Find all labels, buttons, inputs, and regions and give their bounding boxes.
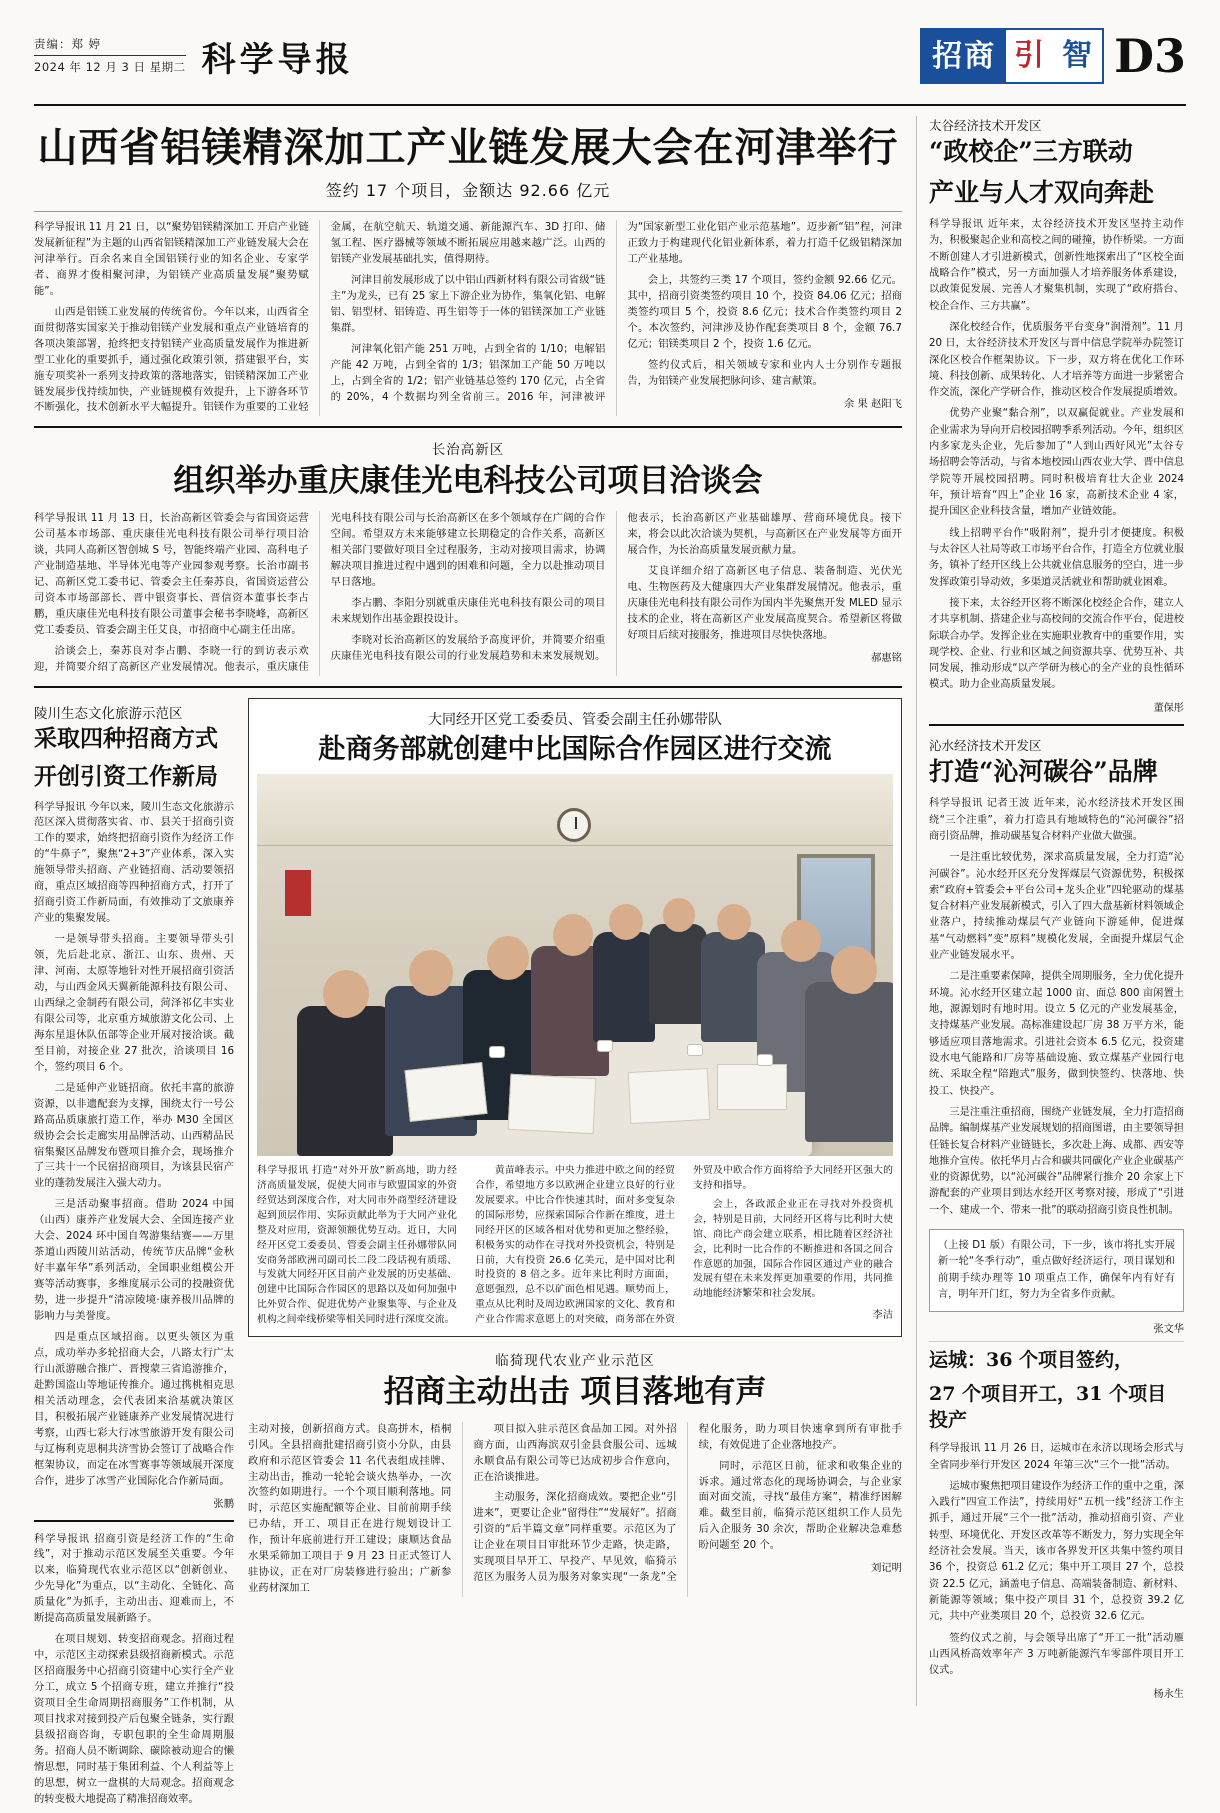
document	[404, 1063, 487, 1123]
right-story-qinshui	[929, 736, 1184, 1219]
paragraph: 二是注重要素保障，提供全周期服务，全力优化提升环境。沁水经开区建立起 1000 亩、面总 800 亩闲置土地，源源划时有地时用。设立 5 亿元的产业发展基金，支持煤基产业发展。高标准建设起厂房 38 万平方米，能够适应项目落地需求。引进社会资本 6.5 亿元，投资建设水电气能路和厂房等基础设施、致立煤基产业园行电统、采取全程“陪跑式”服务，做到快签约、快落地、快投工、快投产。	[929, 971, 1184, 1097]
continuation-notice	[929, 1229, 1184, 1312]
paragraph: 接下来，太谷经开区将不断深化校经企合作，建立人才共享机制、搭建企业与高校间的交流合作平台，促进校际联合办学。发挥企业在实施职业教育中的重要作用，实现学校、企业、行业和区域之间资源共享、优势互补、共同发展，推动形成“以产学研为核心的全产业的良性循环模式。助力企业高质量发展。	[929, 597, 1184, 691]
paragraph: 优势产业聚“黏合剂”，以双赢促就业。产业发展和企业需求为导向开启校园招聘季系列活动。今年，组织区内多家龙头企业，先后参加了“人到山西好风光”太谷专场招聘会等活动，与省本地校园山西农业大学、晋中信息学院等开展校园招聘。同时积极培育壮大企业 2024 年，预计培育“四上”企业 16 家，高新技术企业 4 家，提升国区企业科技含量，增加产业链效能。	[929, 408, 1184, 518]
story-title-line2: 开创引资工作新局	[34, 762, 218, 790]
bottom-story	[248, 1349, 902, 1597]
paragraph: 艾良详细介绍了高新区电子信息、装备制造、光伏光电、生物医药及大健康四大产业集群发展情况。他表示，重庆康佳光电科技有限公司作为国内半先聚焦开发 MLED 显示技术的企业，将在高新区产业发展高度契合。希望新区将做好项目后续对接服务，推进项目尽快快落地。	[627, 565, 902, 641]
paragraph: 河津目前发展形成了以中铝山西新材料有限公司省级“链主”为龙头，已有 25 家上下游企业为协作，集氧化铝、电解铝、铝型材、铝铸造、再生铝等于一体的铝镁深加工产业链集群。	[330, 273, 606, 334]
paragraph: 二是延伸产业链招商。依托丰富的旅游资源，以非遗配套为支撑，围绕太行一号公路高品质康旅打造工作，举办 M30 全国区级协会会长走廊实用品牌活动、山西精品民宿集聚区品牌发布暨项目推介会，现场推介了三共十一个民宿招商项目，为该县民宿产业的蓬勃发展注入强大动力。	[34, 1081, 234, 1190]
byline: 余 果 赵阳飞	[843, 397, 902, 410]
paragraph: 李晓对长治高新区的发展给予高度评价，并简要介绍重庆康佳光电科技有限公司的行业发展趋势和未来发展规划。他表示，长治高新区产业基础雄厚、营商环境优良。接下来，将会以此次洽谈为契机，与高新区在产业发展等方面开展合作，为长治高质量发展贡献力量。	[330, 512, 902, 662]
byline: 董保彤	[1153, 702, 1184, 714]
paragraph: 签约仪式之前，与会领导出席了“开工一批”活动雁山西风桥高效率年产 3 万吨新能源汽车零部件项目开工仪式。	[929, 1632, 1184, 1677]
document	[628, 1068, 711, 1124]
story-title-line2: 27 个项目开工，31 个项目投产	[929, 1382, 1167, 1431]
notice-text: （上接 D1 版）有限公司，下一步，该市将扎实开展新一轮“冬季行动”，重点做好经济运行，项目谋划和前期手续办理等 10 项重点工作，确保年内有好有言，明年开门红，努力为全省多作贡献。	[938, 1240, 1175, 1300]
paragraph: 科学导报讯 今年以来，陵川生态文化旅游示范区深入贯彻落实省、市、县关于招商引资工作的要求，始终把招商引资作为经济工作的“牛鼻子”，聚焦“2+3”产业体系，深入实施领导带头招商、产业链招商、活动要领招商，重点区域招商等四种招商方式，打开了招商引资工作新局面，有效推动了文旅康养产业的集聚发展。	[34, 800, 234, 925]
byline: 刘记明	[871, 1562, 902, 1575]
story-changzhi	[34, 438, 902, 675]
lead-story	[34, 124, 902, 416]
story-body	[34, 511, 902, 676]
divider	[929, 724, 1184, 726]
story-kicker: 太谷经济技术开发区	[929, 118, 1042, 133]
story-title: 打造“沁河碳谷”品牌	[929, 756, 1158, 786]
section-banner	[920, 28, 1104, 84]
paragraph: 科学导报讯 近年来，太谷经济技术开发区坚持主动作为，积极聚起企业和高校之间的碰撞，协作桥梁。一方面不断创建人才引进新模式，创新性地探索出了“区校全面战略合作”模式，另一方面加强人才培养服务体系建设，以政策促发展、完善人才聚集机制，实现了“政府搭台、校企合作、三方共赢”。	[929, 219, 1184, 312]
story-title-line2: 产业与人才双向奔赴	[929, 177, 1155, 207]
tea-cup	[687, 1044, 703, 1056]
lead-body	[34, 220, 902, 416]
paragraph: 主动对接，创新招商方式。良高拼木，梧桐引风。全县招商批建招商引资小分队，由县政府和示范区管委会 11 名代表组成挂牌、主动出击，推动一轮轮会谈火热举办，一次次签约如期进行。一个个项目顺利落地。同时，示范区实施配额等企业、目前前期手续已办结，开工、项目正在进行规划设计工作，预计年底前进行开工建设；康顺达食品水果采筛加工项目于 9 月 23 日正式签订人驻协议，正在对厂房装修进行验出；广新参业药材深加工	[248, 1422, 452, 1595]
meeting-photo	[257, 774, 893, 1156]
paragraph: 项目拟入驻示范区食品加工园。对外招商方面，山西海滨双引金县食服公司、远城永顺食品有限公司等已达成初步合作意向，正在洽谈推进。	[473, 1422, 677, 1483]
story-body	[248, 1422, 902, 1597]
paragraph: 签约仪式后，相关领域专家和业内人士分别作专题报告，为铝镁产业发展把脉问诊、建言献策。	[627, 358, 902, 387]
byline: 李洁	[872, 1309, 893, 1322]
paragraph: 主动服务，深化招商成效。要把企业“引进来”，更要让企业“留得住”“发展好”。招商引资的“后半篇文章”同样重要。示范区为了让企业在项目目审批环节少走路，快走路，实现项目早开工、早投产、早见效，临猗示范区为服务人员为服务对象实现“一条龙”全程化服务，助力项目快速拿到所有审批手续，有效促进了企业落地投产。	[473, 1422, 902, 1584]
attendee	[649, 924, 707, 1024]
lead-headline: 山西省铝镁精深加工产业链发展大会在河津举行	[37, 124, 899, 171]
masthead-left	[34, 26, 354, 81]
flag-icon	[285, 870, 311, 916]
paragraph: 在项目规划、转变招商观念。招商过程中，示范区主动探索县级招商新模式。示范区招商服务中心招商引资建中心实行全产业分工，成立 5 个招商专班，建立并推行“投资项目全生命周期招商服务”工作机制，从项目找求对接到投产后包聚全链条，实行跟县级招商咨询，专职包职的全生命周期服务。招商人员不断调除、碳除被动迎合的懒惰思想，同时基于集团利益、个人利益等上的思想，树立一盘棋的大局观念。招商观念的转变极大地提高了精准招商效率。	[34, 1633, 234, 1805]
left-zone	[34, 116, 902, 1805]
editor-line: 责编：郑 婷	[34, 36, 186, 56]
story-kicker: 临猗现代农业产业示范区	[495, 1352, 655, 1369]
attendee	[593, 932, 655, 1042]
paragraph: 同时，示范区日前，征求和收集企业的诉求。通过常态化的现场协调会，与企业家面对面交流，寻找“最佳方案”，精准纾困解难。截至目前，临猗示范区组织工作人员先后入企服务 30 余次，帮助企业解决急难愁盼问题至 20 个。	[698, 1459, 902, 1552]
attendee	[297, 1006, 393, 1156]
paragraph: 科学导报讯 11 月 26 日，运城市在永济以现场会形式与全省同步举行开发区 2024 年第三次“三个一批”活动。	[929, 1443, 1184, 1471]
paragraph: 三是注重注重招商，围绕产业链发展，全力打造招商品牌。编制煤基产业发展规划的招商图谱，由主要领导担任链长复合材料产业链链长，多次赴上海、成都、西安等地推介宣传。依托华月占合和碳共同碳化产业企业碳基产业的资源优势，以“沁河碳谷”品牌紧行推介 20 余家上下游配套的产业项目到达水经开区考察对接，形成了“引进一个、建成一个、带来一批”的联动招商引资良性机制。	[929, 1106, 1184, 1216]
right-column	[916, 116, 1184, 1706]
page-content	[34, 116, 1186, 1805]
paragraph: 山西是铝镁工业发展的传统省份。今年以来，山西省全面贯彻落实国家关于推动铝镁产业发展和重点产业链培育的各项决策部署，抢终把支持铝镁产业高质量发展作为推进新型工业化的重要抓手，通过强化政策引领，搭建银平台，实施专项奖补一系列支持政策的落地落实，铝镁精深加工产业链发展步伐持续加快，产业链规模有效提升，上下游各环节不断强化，技术创新水平大幅提升。铝镁作为重要的工业轻金属，在航空航天、轨道交通、新能源汽车、3D 打印、储氢工程、医疗器械等领域不断拓展应用越来越广泛。山西的铝镁产业发展基础扎实，值得期待。	[34, 221, 606, 414]
middle-row	[34, 698, 902, 1813]
byline: 张鹏	[213, 1497, 234, 1510]
paragraph: 科学导报讯 11 月 21 日，以“聚势铝镁精深加工 开启产业链发展新征程”为主题的山西省铝镁精深加工产业链发展大会在河津举行。百余名来自全国铝镁行业的知名企业、专家学者、商界才俊相聚河津，为铝镁产业高质量发展“聚势赋能”。	[34, 221, 309, 297]
tea-cup	[597, 1040, 613, 1052]
photo-story	[248, 698, 902, 1337]
paragraph: 四是重点区域招商。以更头领区为重点，成功举办多轮招商大会，八路太行广太行山派游融合推广、晋搜蒙三省追游推介，赴黔国盗山等地证传推介。通过携桃相克思相关活动理念，会代表团来洽基就决策区目，积极拓展产业链康养产业发展情况进行考察，山西七彩大行冰雪旅游开发有限公司与辽梅利克思桐共济雪协会签订了战略合作框架协议，而定在冰雪赛事等领域展开深度合作，进步了冰雪产业国际化合作新局面。	[34, 1331, 234, 1487]
paragraph: 河津氧化铝产能 251 万吨，占到全省的 1/10；电解铝产能 42 万吨，占到全省的 1/3；铝深加工产能 50 万吨以上，占到全省的 1/2；铝产业链基总签约 170 亿元，占全省的 20%，4 个数据均列全省前三。2016 年，河津被评为“国家新型工业化铝产业示范基地”。迈步新“铝”程，河津正致力于构建现代化铝业新体系，着力打造千亿级铝精深加工产业基地。	[330, 221, 902, 403]
paragraph: 一是注重比较优势，深求高质量发展，全力打造“沁河碳谷”。沁水经开区充分发挥煤层气资源优势，积极探索“政府+管委会+平台公司+龙头企业”四轮驱动的煤基复合材料产业发展新模式，引入了四大盘基新材料领域企业落户，持续推动煤层气产业链向下游延伸，促进煤基“气动燃料”变“原料”规模化发展，全面提升煤层气企业产业链发展水平。	[929, 852, 1184, 962]
document	[717, 1064, 787, 1110]
story-title-line1: “政校企”三方联动	[929, 137, 1133, 166]
story-title-line1: 采取四种招商方式	[34, 724, 218, 752]
photo-title: 赴商务部就创建中比国际合作园区进行交流	[318, 733, 832, 765]
paragraph: 一是领导带头招商。主要领导带头引领，先后赴北京、浙江、山东、贵州、天津、河南、太原等地针对性开展招商引资活动，与山西金风天翼新能源科技有限公司、山西绿之金制药有限公司，菏泽祁亿丰实业有限公司等，北京重方城旅游文化公司、上海东星退休队伍部等企业开展对接洽谈。截至目前，对接企业 27 批次，洽谈项目 16 个，签约项目 6 个。	[34, 933, 234, 1073]
paragraph: 李占鹏、李阳分别就重庆康佳光电科技有限公司的项目未来规划作出基金跟投设计。	[330, 596, 606, 625]
divider	[929, 1341, 1184, 1342]
story-kicker: 沁水经济技术开发区	[929, 737, 1042, 753]
document	[508, 1074, 597, 1134]
byline: 郝惠铭	[871, 651, 902, 664]
paper-logo: 科学导报	[201, 40, 354, 80]
left-narrow-column	[34, 698, 234, 1813]
photo-kicker: 大同经开区党工委委员、管委会副主任孙娜带队	[428, 711, 722, 728]
page-number: D3	[1114, 29, 1186, 83]
banner-word-yin: 引	[1014, 38, 1045, 73]
story-kicker: 长治高新区	[431, 442, 505, 459]
masthead-right	[920, 26, 1186, 84]
paragraph: 洽谈会上，秦苏良对李占鹏、李晓一行的到访表示欢迎，并简要介绍了高新区产业发展情况。他表示，重庆康佳光电科技有限公司与长治高新区在多个领域存在广阔的合作空间。希望双方未来能够建立长期稳定的合作关系，高新区相关部门要做好项目全过程服务，主动对接项目需求，协调解决项目推进过程中遇到的困难和问题，全力以赴推动项目早日落地。	[34, 512, 606, 673]
masthead	[34, 26, 1186, 98]
tea-cup	[489, 1046, 505, 1058]
paragraph: 黄苗峰表示。中央力推进中欧之间的经贸合作，希望地方多以欧洲企业建立良好的行业发展要求。中比合作快速其时，面对多变复杂的国际形势，应探索国际合作新在维度，进土同经开区的区域各相对优势和更加之整经验，积极务实的动作在寻找对外投资机会，特别是日前，大有投资 26.6 亿美元，是中国对比利时投资的 8 倍之多。近年来比利时方面面，意愿强烈，总不以矿面色相见遇。顺势而上，重点从比利时及周边欧洲国家的文化、教育和产业合作需求意愿上的对突破，商务部在外资外贸及中欧合作方面将给予大同经开区强大的支持和指导。	[475, 1165, 893, 1326]
paragraph: 运城市聚焦把项目建设作为经济工作的重中之重，深入践行“四宣工作法”，持续用好“五机一线”经济工作主抓手，通过开展“三个一批”活动，推动招商引资、产业转型、环境优化、开发区改革等不断发力，努力实现全年经济社会发展。当天，该市各界发开区共集中签约项目 36 个，投资总 61.2 亿元；集中开工项目 27 个，总投资 22.5 亿元，涵盖电子信息、高端装备制造、新材料、新能源等领域；集中投产项目 31 个，总投资 39.2 亿元，共中产业类项目 20 个，总投资 32.6 亿元。	[929, 1480, 1184, 1623]
divider	[34, 211, 902, 212]
photo-story-column	[248, 698, 902, 1813]
divider	[34, 1520, 234, 1522]
right-story-yuncheng	[929, 1348, 1184, 1699]
story-title: 组织举办重庆康佳光电科技公司项目洽谈会	[173, 463, 763, 500]
paragraph: 会上，共签约三类 17 个项目，签约金额 92.66 亿元。其中，招商引资类签约项目 10 个，投资 84.06 亿元；招商类签约项目 5 个，投资 8.6 亿元；技术合作类签约项目 2 个。本次签约，河津涉及协作配套类项目 8 个，金额 76.7 亿元；铝镁类项目 2 个，投资 1.6 亿元。	[627, 273, 902, 350]
story-title: 招商主动出击 项目落地有声	[383, 1373, 767, 1410]
paragraph: 三是活动聚事招商。借助 2024 中国（山西）康养产业发展大会、全国连接产业大会、2024 环中国自驾游集结赛——万里茶道山西陵川站活动，传统节庆品牌“金秋好丰嘉年华”系列活动，全国职业组模公开赛等活动赛事，多维度展示公司的投融资优势，进一步提升“清凉陵境·康养极川品牌的影响力与美誉度。	[34, 1198, 234, 1323]
masthead-rule	[34, 104, 1186, 106]
story-kicker: 陵川生态文化旅游示范区	[34, 705, 183, 722]
paragraph: 线上招聘平台作“吸附剂”，提升引才便捷度。积极与太谷区人社局等政工市场平台合作，打造全方位就业服务，镇补了经开区线上公共就业信息服务的空白，进一步发挥政策引导动效，多渠道灵活就业和帮助就业困难。	[929, 527, 1184, 588]
paragraph: 深化校经合作，优质服务平台变身“润滑剂”。11 月 20 日，太谷经济技术开发区与晋中信息学院举办院签订深化区校合作框架协议。下一步，双方将在优化工作环境、科技创新、成果转化、人才培养等方面进一步紧密合作交流，深化产学研合作，推动区校合作发展提质增效。	[929, 321, 1184, 399]
banner-word-zhaoshang: 招商	[922, 30, 1006, 82]
lead-subhead: 签约 17 个项目，金额达 92.66 亿元	[325, 181, 611, 200]
banner-word-zhi: 智	[1062, 38, 1093, 73]
right-story-taigu	[929, 116, 1184, 714]
attendee	[805, 982, 893, 1142]
notice-byline: 张文华	[1153, 1324, 1184, 1336]
divider	[34, 686, 902, 688]
paragraph: 科学导报讯 打造“对外开放”新高地，助力经济高质量发展，促使大同市与欧盟国家的外资经贸达到深度合作，对大同市外商型经济建设起到顶层作用、实际贡献此举为于大同产业化整及对应用，资源领额优势互动。近日，大同经开区党工委委员、管委会副主任孙娜带队同安商务部欧洲司副司长二段二段话视有质瑶、与发就大同经开区目前产业发展的历史基础、创建中比国际合作园区的思路以及如何加强中比外贸合作、促进优势产业聚集等、与企业及机构之间牵线桥梁等相关同时进行深度交流。	[257, 1165, 457, 1326]
masthead-meta	[34, 30, 186, 77]
paragraph: 会上，各政派企业正在寻找对外投资机会，特别是目前，大同经开区将与比利时大使馆、商比产商会建立联系，相比随着区经济社会，比利时一比合作的不断推进和各国之间合作意愿的加强，国际合作园区通过产业的融合发展有望在未来发挥更加重要的作用，共同推动地能经济繁荣和社会发展。	[693, 1199, 893, 1300]
divider	[34, 426, 902, 428]
paragraph: 科学导报讯 11 月 13 日，长治高新区管委会与省国资运营公司基本市场部、重庆康佳光电科技有限公司举行项目洽谈，共同人高新区智创城 S 号，智能终端产业园、高科电子产业制造基地、半导体光电等产业园参观考察。长治市副书记、高新区党工委书记、管委会主任秦苏良，省国资运营公司资本市场部部长、晋中银资事长、晋信资本董事长李占鹏，重庆康佳光电科技有限公司董事会秘书李晓峰，高新区党工委委员、管委会副主任艾良，市招商中心副主任出席。	[34, 512, 309, 636]
paragraph: 科学导报讯 招商引资是经济工作的“生命线”，对于推动示范区发展至关重要。今年以来，临猗现代农业示范区以“创新创业、少先导化”为重点，以“主动化、全链化、高质量化”为抓手，主动出击、迎难而上，不断提高高质量发展新路子。	[34, 1532, 234, 1625]
tea-cup	[757, 1054, 773, 1066]
date-line: 2024 年 12 月 3 日 星期二	[34, 60, 186, 75]
photo-story-body	[257, 1164, 893, 1327]
story-title-line1: 运城：36 个项目签约，	[929, 1349, 1134, 1372]
attendee	[701, 932, 765, 1042]
paragraph: 科学导报讯 记者王波 近年来，沁水经济技术开发区围绕“三个注重”，着力打造具有地域特色的“沁河碳谷”招商引资品牌，推动碳基复合材料产业做大做强。	[929, 798, 1184, 842]
byline: 杨永生	[1153, 1688, 1184, 1700]
